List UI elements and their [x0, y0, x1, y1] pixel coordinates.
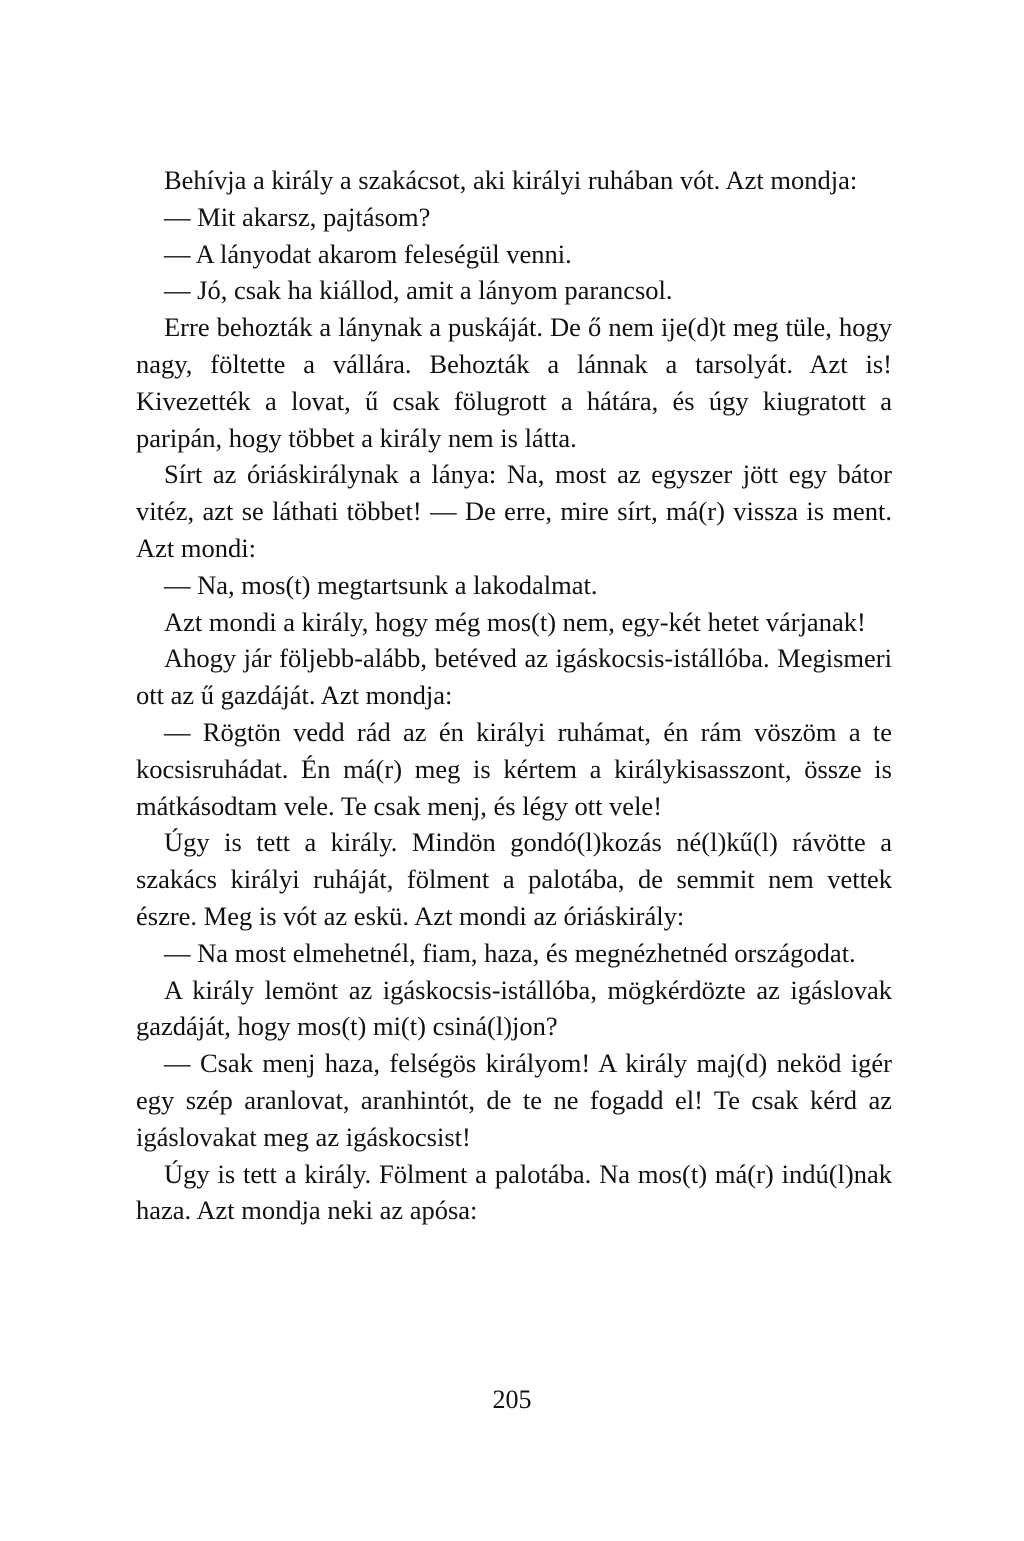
page-number: 205 — [492, 1385, 532, 1414]
paragraph-5: Ahogy jár följebb-alább, betéved az igáskocsis-istállóba. Megismeri ott az ű gazdáját. Azt mondja: — [136, 643, 892, 711]
paragraph-6: Úgy is tett a király. Mindön gondó(l)kozás né(l)kű(l) rávötte a szakács királyi ruháját, fölment a palotába, de semmit nem vettek észre. Meg is vót az eskü. Azt mondi az óriáskirály: — [136, 827, 892, 931]
dialogue-line-4: — Na, mos(t) megtartsunk a lakodalmat. — [164, 569, 598, 600]
page-body — [136, 162, 892, 1229]
paragraph-1: Behívja a király a szakácsot, aki királyi ruhában vót. Azt mondja: — [164, 165, 858, 195]
paragraph-7: A király lemönt az igáskocsis-istállóba, mögkérdözte az igáslovak gazdáját, hogy mos(t) mi(t) csiná(l)jon? — [136, 974, 892, 1042]
dialogue-line-1: — Mit akarsz, pajtásom? — [164, 201, 431, 232]
paragraph-4: Azt mondi a király, hogy még mos(t) nem, egy-két hetet várjanak! — [164, 606, 866, 637]
paragraph-3: Sírt az óriáskirálynak a lánya: Na, most az egyszer jött egy bátor vitéz, azt se láthati többet! — De erre, mire sírt, má(r) vissza is ment. Azt mondi: — [136, 459, 892, 563]
dialogue-line-2: — A lányodat akarom feleségül venni. — [164, 238, 572, 269]
dialogue-line-6: — Na most elmehetnél, fiam, haza, és megnézhetnéd országodat. — [164, 937, 856, 968]
paragraph-8: Úgy is tett a király. Fölment a palotába. Na mos(t) má(r) indú(l)nak haza. Azt mondja neki az apósa: — [136, 1158, 892, 1226]
dialogue-line-7: — Csak menj haza, felségös királyom! A király maj(d) neköd igér egy szép aranlovat, aranhintót, de te ne fogadd el! Te csak kérd az igáslovakat meg az igáskocsist! — [136, 1048, 892, 1152]
dialogue-line-5: — Rögtön vedd rád az én királyi ruhámat, én rám vöszöm a te kocsisruhádat. Én má(r) meg is kértem a királykisasszont, össze is mátkásodtam vele. Te csak menj, és légy ott vele! — [136, 716, 892, 821]
paragraph-2: Erre behozták a lánynak a puskáját. De ő nem ije(d)t meg tüle, hogy nagy, föltette a vállára. Behozták a lánnak a tarsolyát. Azt is! Kivezették a lovat, ű csak fölugrott a hátára, és úgy kiugratott a paripán, hogy többet a király nem is látta. — [136, 312, 892, 453]
dialogue-line-3: — Jó, csak ha kiállod, amit a lányom parancsol. — [164, 275, 673, 306]
